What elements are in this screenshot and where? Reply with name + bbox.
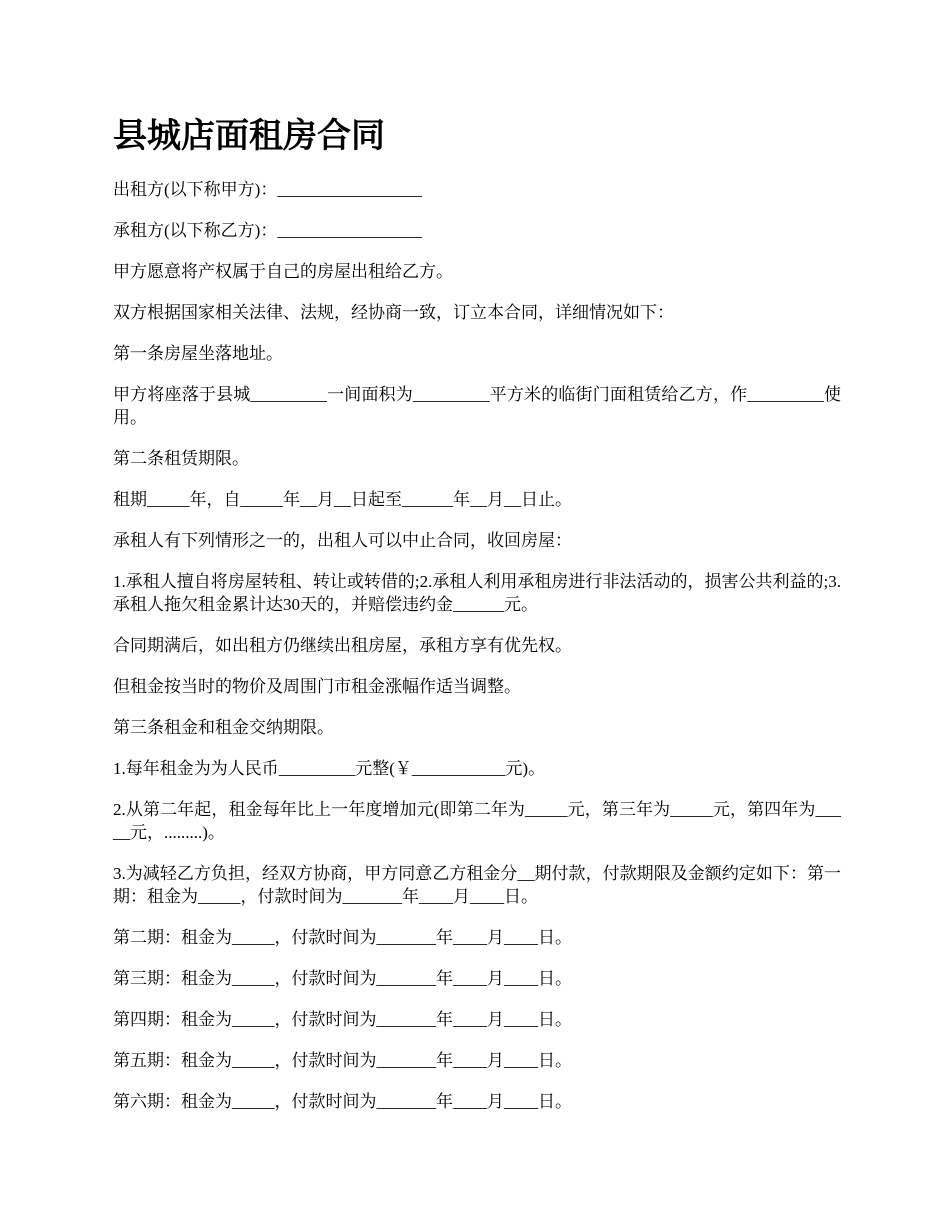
renewal-priority: 合同期满后，如出租方仍继续出租房屋，承租方享有优先权。 [113, 636, 572, 655]
installment-4: 第四期：租金为_____，付款时间为_______年____月____日。 [113, 1010, 572, 1029]
installment-5: 第五期：租金为_____，付款时间为_______年____月____日。 [113, 1051, 572, 1070]
lessor-line: 出租方(以下称甲方)：_________________ [113, 180, 422, 199]
termination-intro: 承租人有下列情形之一的，出租人可以中止合同，收回房屋： [113, 531, 572, 550]
intent-paragraph: 甲方愿意将产权属于自己的房屋出租给乙方。 [113, 262, 453, 281]
rent-adjustment: 但租金按当时的物价及周围门市租金涨幅作适当调整。 [113, 677, 521, 696]
document-title: 县城店面租房合同 [113, 116, 385, 156]
termination-conditions: 1.承租人擅自将房屋转租、转让或转借的;2.承租人利用承租房进行非法活动的，损害公共利益的;3.承租人拖欠租金累计达30天的，并赔偿违约金______元。 [113, 572, 841, 614]
article-3-heading: 第三条租金和租金交纳期限。 [113, 718, 334, 737]
document-body [113, 108, 841, 1131]
installment-terms: 3.为减轻乙方负担，经双方协商，甲方同意乙方租金分__期付款，付款期限及金额约定如下：第一期：租金为_____，付款时间为_______年____月____日。 [113, 864, 841, 906]
article-2-heading: 第二条租赁期限。 [113, 449, 249, 468]
article-1-body: 甲方将座落于县城_________一间面积为_________平方米的临街门面租赁给乙方，作_________使用。 [113, 385, 841, 427]
annual-rent-line: 1.每年租金为为人民币_________元整(￥___________元)。 [113, 759, 546, 778]
installment-2: 第二期：租金为_____，付款时间为_______年____月____日。 [113, 928, 572, 947]
installment-3: 第三期：租金为_____，付款时间为_______年____月____日。 [113, 969, 572, 988]
lease-term-line: 租期_____年，自_____年__月__日起至______年__月__日止。 [113, 490, 572, 509]
agreement-paragraph: 双方根据国家相关法律、法规，经协商一致，订立本合同，详细情况如下： [113, 303, 674, 322]
rent-increase-line: 2.从第二年起，租金每年比上一年度增加元(即第二年为_____元，第三年为_____元，第四年为_____元，.........)。 [113, 800, 841, 842]
installment-6: 第六期：租金为_____，付款时间为_______年____月____日。 [113, 1092, 572, 1111]
lessee-line: 承租方(以下称乙方)：_________________ [113, 221, 422, 240]
article-1-heading: 第一条房屋坐落地址。 [113, 344, 283, 363]
